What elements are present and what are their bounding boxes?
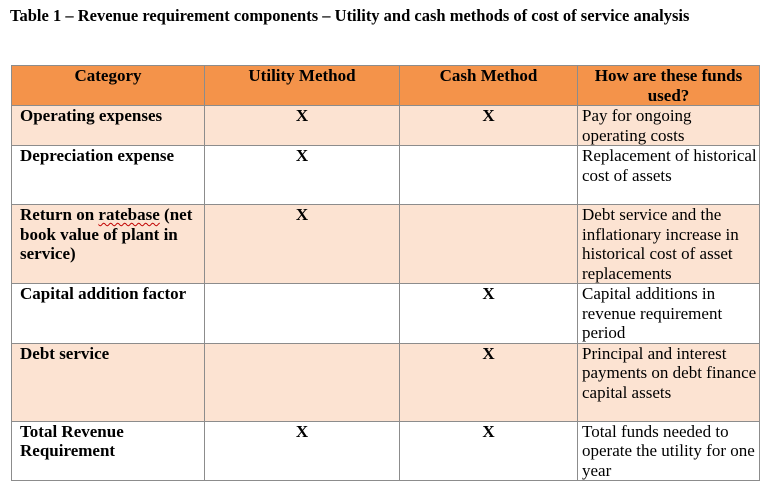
- header-funds-use: How are these funds used?: [578, 66, 760, 106]
- table-caption: Table 1 – Revenue requirement components – Utility and cash methods of cost of service analysis: [10, 6, 690, 25]
- utility-mark: [205, 284, 400, 344]
- table-header-row: [12, 66, 760, 106]
- row-category: Capital addition factor: [12, 284, 205, 344]
- table-row: [12, 106, 760, 146]
- cash-mark: X: [400, 284, 578, 344]
- category-text-end: (net book value of plant in service): [20, 205, 193, 263]
- cash-mark: X: [400, 343, 578, 421]
- row-category: Operating expenses: [12, 106, 205, 146]
- revenue-requirement-table: [11, 65, 760, 481]
- utility-mark: X: [205, 205, 400, 284]
- table-row: [12, 146, 760, 205]
- cash-mark: X: [400, 421, 578, 481]
- utility-mark: X: [205, 421, 400, 481]
- row-category: Debt service: [12, 343, 205, 421]
- funds-use-cell: Pay for ongoing operating costs: [578, 106, 760, 146]
- table-row: [12, 343, 760, 421]
- utility-mark: X: [205, 106, 400, 146]
- table-row: [12, 421, 760, 481]
- funds-use-cell: Principal and interest payments on debt finance capital assets: [578, 343, 760, 421]
- cash-mark: X: [400, 106, 578, 146]
- header-cash-method: Cash Method: [400, 66, 578, 106]
- utility-mark: X: [205, 146, 400, 205]
- funds-use-cell: Capital additions in revenue requirement period: [578, 284, 760, 344]
- row-category: [12, 205, 205, 284]
- funds-use-cell: Debt service and the inflationary increase in historical cost of asset replacements: [578, 205, 760, 284]
- funds-use-cell: Total funds needed to operate the utility for one year: [578, 421, 760, 481]
- header-category: Category: [12, 66, 205, 106]
- funds-use-cell: Replacement of historical cost of assets: [578, 146, 760, 205]
- row-category: Total Revenue Requirement: [12, 421, 205, 481]
- row-category: Depreciation expense: [12, 146, 205, 205]
- header-utility-method: Utility Method: [205, 66, 400, 106]
- cash-mark: [400, 146, 578, 205]
- table-row: [12, 205, 760, 284]
- spellcheck-word: ratebase: [98, 205, 160, 224]
- table-row: [12, 284, 760, 344]
- category-text-start: Return on: [20, 205, 99, 224]
- utility-mark: [205, 343, 400, 421]
- cash-mark: [400, 205, 578, 284]
